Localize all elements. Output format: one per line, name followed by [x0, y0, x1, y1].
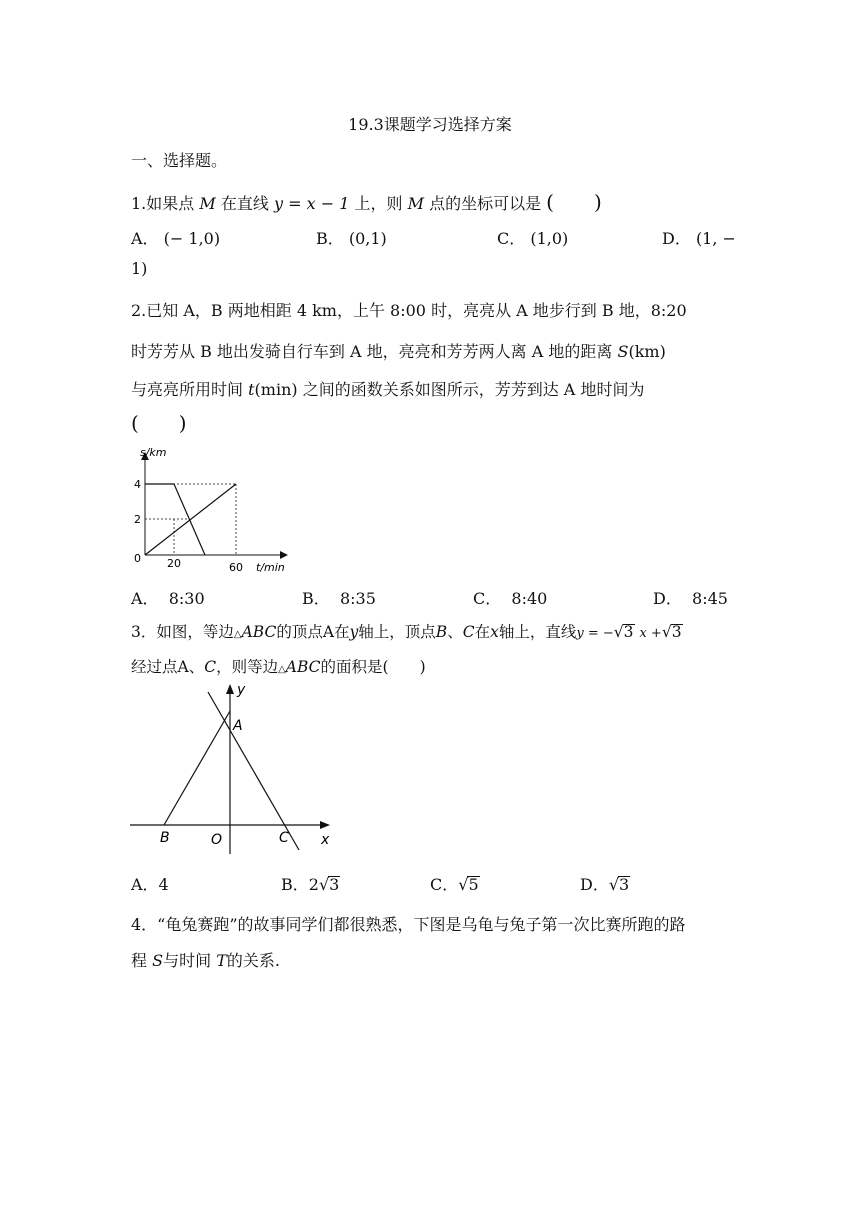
q1-answer-paren: ( ) [546, 190, 602, 214]
q1-text-2: 在直线 [220, 194, 269, 213]
q3-label-y: y [237, 682, 246, 698]
q3-option-c: C．√5 [430, 875, 479, 894]
q2-option-c: C． 8:40 [473, 589, 548, 608]
q3-side-ab [164, 711, 230, 825]
question-2-line-1: 2.已知 A，B 两地相距 4 km，上午 8:00 时，亮亮从 A 地步行到 B 地，8:20 [131, 301, 687, 320]
page-title: 19.3课题学习选择方案 [348, 115, 512, 134]
question-3-line-2: 经过点A、C，则等边△ABC的面积是( ) [131, 658, 426, 676]
q2-distance-time-graph [130, 440, 300, 580]
q1-option-a: A． (− 1,0) [131, 229, 221, 248]
q2-y-tick-4: 4 [134, 478, 141, 491]
q1-text-4: 点的坐标可以是 [429, 194, 542, 213]
question-4-line-2: 程 S与时间 T的关系. [131, 951, 280, 970]
q1-text-1: 如果点 [146, 194, 195, 213]
q1-option-d: D． (1, − [662, 229, 736, 248]
q3-label-b: B [160, 830, 170, 846]
q1-option-d-wrap: 1) [131, 259, 148, 278]
q3-line-ac [208, 692, 299, 850]
q1-equation: y = x − 1 [273, 194, 350, 213]
q3-label-x: x [321, 832, 330, 848]
q2-option-a: A． 8:30 [131, 589, 205, 608]
q2-y-label: s/km [140, 446, 167, 459]
q2-option-d: D． 8:45 [653, 589, 728, 608]
q1-option-b: B． (0,1) [316, 229, 387, 248]
q2-x-tick-20: 20 [167, 557, 181, 570]
question-1 [131, 186, 602, 215]
q1-number: 1. [131, 194, 147, 213]
q3-x-axis-arrow [320, 821, 330, 829]
q3-label-o: O [211, 832, 223, 848]
q3-option-d: D．√3 [580, 875, 630, 894]
question-3-line-1: 3．如图，等边△ABC的顶点A在y轴上，顶点B、C在x轴上，直线y = −√3 x +√3 [131, 623, 682, 641]
q1-point-m-2: M [407, 194, 424, 213]
q2-x-axis-arrow [280, 551, 288, 559]
q1-option-c: C． (1,0) [497, 229, 569, 248]
q2-answer-paren: ( ) [131, 411, 187, 435]
q3-y-axis-arrow [226, 684, 234, 694]
q1-point-m: M [199, 194, 216, 213]
q2-x-label: t/min [256, 561, 285, 574]
q3-triangle-graph [128, 678, 338, 860]
q2-y-tick-0: 0 [134, 552, 141, 565]
section-heading: 一、选择题。 [131, 151, 228, 170]
q2-option-b: B． 8:35 [302, 589, 376, 608]
q3-option-b: B．2√3 [281, 875, 340, 894]
question-2-line-2: 时芳芳从 B 地出发骑自行车到 A 地，亮亮和芳芳两人离 A 地的距离 S(km) [131, 342, 666, 361]
q2-y-tick-2: 2 [134, 513, 141, 526]
q2-x-tick-60: 60 [229, 561, 243, 574]
question-4-line-1: 4．“龟兔赛跑”的故事同学们都很熟悉，下图是乌龟与兔子第一次比赛所跑的路 [131, 915, 686, 934]
q1-text-3: 上，则 [354, 194, 403, 213]
q3-label-a: A [233, 718, 243, 734]
question-2-line-3: 与亮亮所用时间 t(min) 之间的函数关系如图所示，芳芳到达 A 地时间为 [131, 380, 645, 399]
q3-option-a: A．4 [131, 875, 169, 894]
q3-label-c: C [279, 830, 289, 846]
